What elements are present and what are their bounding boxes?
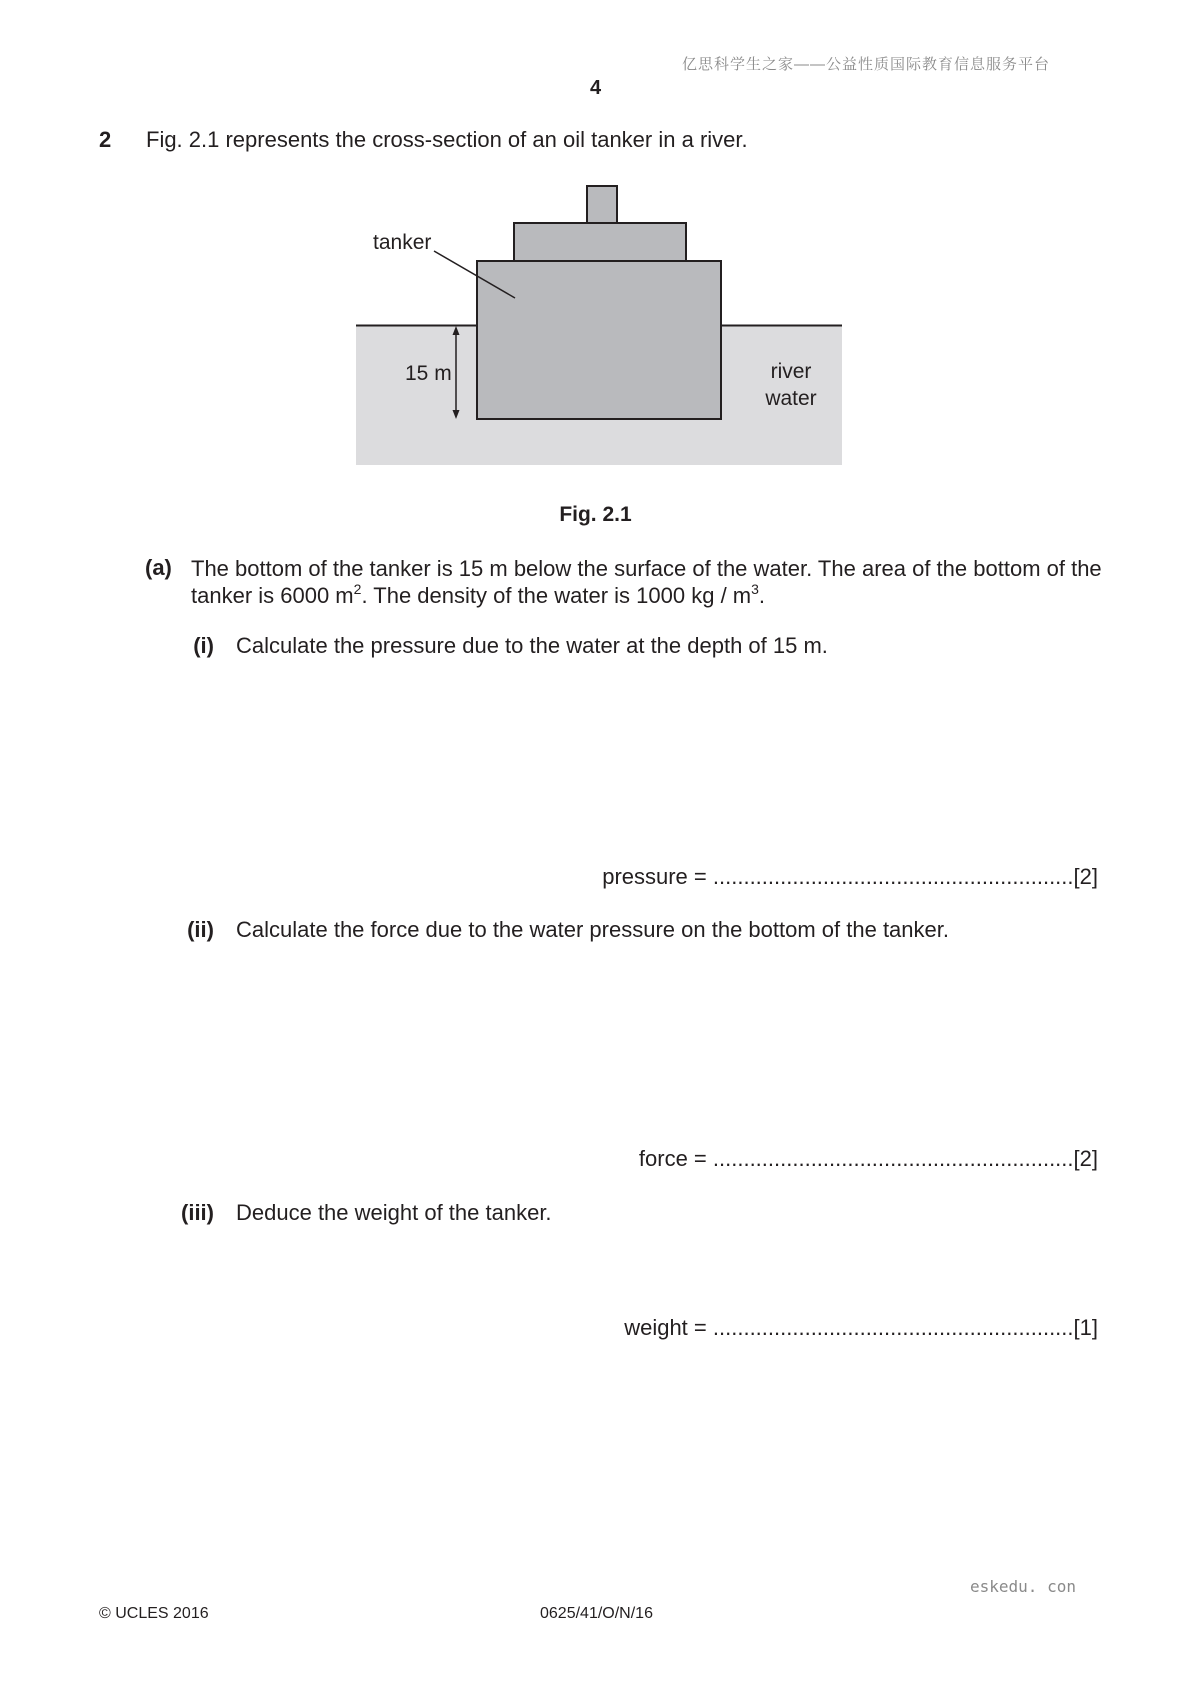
subpart-iii-text: Deduce the weight of the tanker. bbox=[236, 1200, 552, 1225]
weight-answer-dots[interactable]: ........................................................... bbox=[712, 1315, 1074, 1340]
part-a-label: (a) bbox=[145, 555, 172, 580]
weight-answer-label: weight = bbox=[624, 1315, 707, 1340]
river-water-label-line1: river bbox=[770, 360, 812, 383]
tanker-funnel bbox=[587, 186, 617, 223]
pressure-answer-line[interactable] bbox=[602, 864, 1098, 890]
tanker-figure bbox=[356, 183, 842, 465]
part-a-text-2: . The density of the water is 1000 kg / m bbox=[361, 583, 752, 608]
footer-paper-code: 0625/41/O/N/16 bbox=[540, 1605, 653, 1622]
header-watermark: 亿思科学生之家——公益性质国际教育信息服务平台 bbox=[682, 56, 1051, 73]
subpart-ii-label: (ii) bbox=[187, 917, 214, 942]
force-answer-label: force = bbox=[638, 1146, 707, 1171]
question-number: 2 bbox=[99, 127, 112, 152]
part-a-text-3: . bbox=[758, 583, 766, 608]
part-a-text-1: The bottom of the tanker is 15 m below the surface of the water. The area of the bottom of the tanker is 6000 m bbox=[191, 556, 1102, 608]
weight-marks: [1] bbox=[1073, 1315, 1098, 1340]
force-answer-line[interactable] bbox=[639, 1146, 1098, 1172]
footer-site-watermark: eskedu. con bbox=[970, 1577, 1076, 1596]
question-intro: Fig. 2.1 represents the cross-section of an oil tanker in a river. bbox=[146, 127, 748, 152]
river-water-label-line2: water bbox=[765, 387, 817, 410]
weight-answer-line[interactable] bbox=[624, 1315, 1098, 1341]
figure-caption: Fig. 2.1 bbox=[559, 503, 632, 526]
subpart-i-label: (i) bbox=[193, 633, 214, 658]
pressure-marks: [2] bbox=[1073, 864, 1098, 889]
part-a-sup-2: 3 bbox=[751, 581, 759, 597]
pressure-answer-dots[interactable]: ........................................................... bbox=[712, 864, 1074, 889]
pressure-answer-label: pressure = bbox=[602, 864, 707, 889]
part-a-sup-1: 2 bbox=[353, 581, 362, 597]
tanker-hull bbox=[477, 261, 721, 419]
force-marks: [2] bbox=[1073, 1146, 1098, 1171]
subpart-i-text: Calculate the pressure due to the water at the depth of 15 m. bbox=[236, 633, 828, 658]
part-a-text bbox=[191, 555, 1106, 609]
page-number: 4 bbox=[589, 77, 602, 99]
tanker-label: tanker bbox=[373, 231, 432, 254]
tanker-deck bbox=[514, 223, 686, 261]
subpart-ii-text: Calculate the force due to the water pressure on the bottom of the tanker. bbox=[236, 917, 949, 942]
depth-label: 15 m bbox=[405, 362, 452, 385]
force-answer-dots[interactable]: ........................................................... bbox=[712, 1146, 1074, 1171]
footer-copyright: © UCLES 2016 bbox=[99, 1605, 209, 1622]
subpart-iii-label: (iii) bbox=[181, 1200, 214, 1225]
